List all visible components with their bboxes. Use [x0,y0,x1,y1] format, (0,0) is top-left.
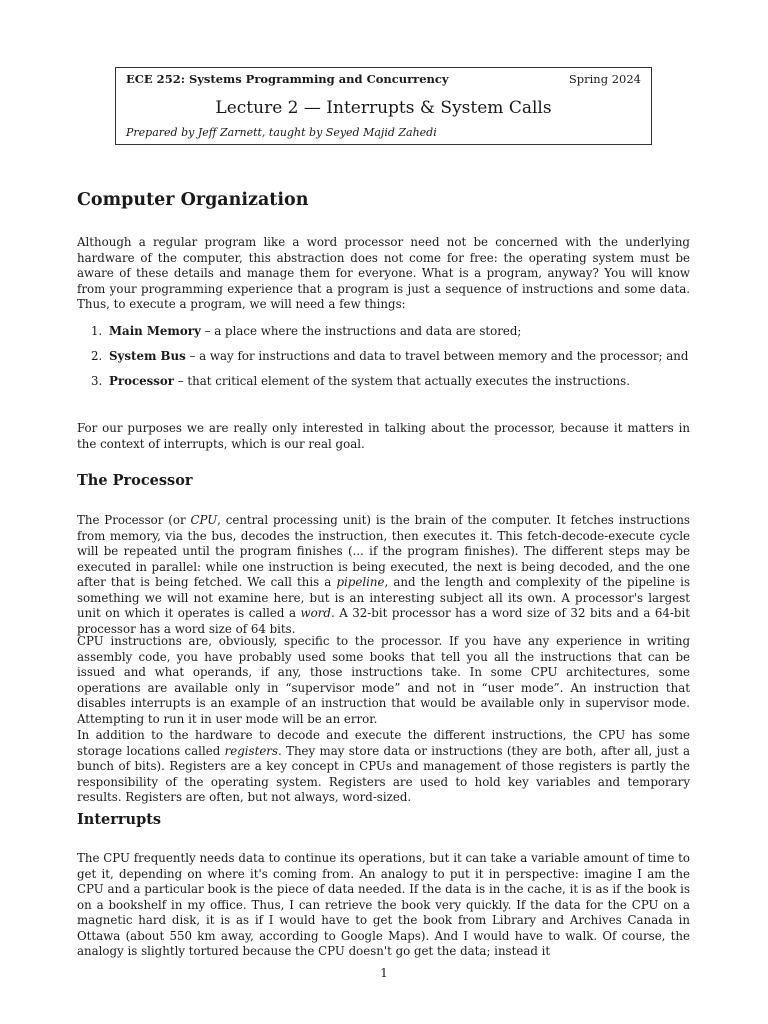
section-heading-interrupts: Interrupts [77,811,162,828]
list-item [77,324,690,349]
text-run: . They may store data or instructions (they are both, after all, just a bunch of bits). Registers are a key concept in CPUs and management of those registers is partly the responsibility of the operating system. Registers are used to hold key variables and temporary results. Registers are often, but not always, word-sized. [77,743,690,804]
term-registers: registers [224,743,278,758]
term-word: word [300,606,331,620]
term-cpu: CPU [190,513,218,527]
paragraph-registers [77,728,690,806]
term-pipeline: pipeline [336,575,385,589]
lecture-header-box [115,67,652,145]
text-run: . A 32-bit processor has a word size of 32 bits and a 64-bit processor has a word size of 64 bits. [77,606,690,636]
list-term: System Bus [109,349,186,363]
paragraph-intro: Although a regular program like a word processor need not be concerned with the underlying hardware of the computer, this abstraction does not come for free: the operating system must be aware of these details and manage them for everyone. What is a program, anyway? You will know from your programming experience that a program is just a sequence of instructions and some data. Thus, to execute a program, we will need a few things: [77,235,690,311]
list-item [77,374,690,399]
paragraph-processor-intro [77,513,690,637]
prepared-by: Prepared by Jeff Zarnett, taught by Seyed Majid Zahedi [126,126,437,139]
term-label: Spring 2024 [568,72,641,86]
requirements-list [77,324,690,399]
page-number: 1 [380,966,388,980]
paragraph-cpu-instructions: CPU instructions are, obviously, specific to the processor. If you have any experience in writing assembly code, you have probably used some books that tell you all the instructions that can be issued and what operands, if any, those instructions take. In some CPU architectures, some operations are available only in “supervisor mode” and not in “user mode”. An instruction that disables interrupts is an example of an instruction that would be available only in supervisor mode. Attempting to run it in user mode will be an error. [77,634,690,726]
list-number: 2. [91,349,103,363]
course-name: ECE 252: Systems Programming and Concurrency [126,72,449,86]
text-run: In addition to the hardware to decode and execute the different instructions, the CPU has some storage locations called [77,728,690,758]
section-heading-computer-organization: Computer Organization [77,190,309,210]
list-description: – that critical element of the system that actually executes the instructions. [174,374,630,388]
section-heading-processor: The Processor [77,472,193,489]
list-term: Main Memory [109,324,201,338]
list-description: – a way for instructions and data to travel between memory and the processor; and [185,349,689,363]
paragraph-processor-focus: For our purposes we are really only interested in talking about the processor, because it matters in the context of interrupts, which is our real goal. [77,421,690,451]
lecture-title: Lecture 2 — Interrupts & System Calls [215,98,552,118]
list-description: – a place where the instructions and data are stored; [200,324,522,338]
list-item [77,349,690,374]
text-run: , central processing unit) is the brain of the computer. It fetches instructions from memory, via the bus, decodes the instruction, then executes it. This fetch-decode-execute cycle will be repeated until the program finishes (... if the program finishes). The different steps may be executed in parallel: while one instruction is being executed, the next is being decoded, and the one after that is being fetched. We call this a [77,513,690,589]
list-term: Processor [109,374,175,388]
text-run: , and the length and complexity of the pipeline is something we will not examine here, but is an interesting subject all its own. A processor's largest unit on which it operates is called a [77,575,690,620]
paragraph-interrupts-analogy: The CPU frequently needs data to continue its operations, but it can take a variable amount of time to get it, depending on where it's coming from. An analogy to put it in perspective: imagine I am the CPU and a particular book is the piece of data needed. If the data is in the cache, it is as if the book is on a bookshelf in my office. Thus, I can retrieve the book very quickly. If the data for the CPU on a magnetic hard disk, it is as if I would have to get the book from Library and Archives Canada in Ottawa (about 550 km away, according to Google Maps). And I would have to walk. Of course, the analogy is slightly tortured because the CPU doesn't go get the data; instead it [77,851,690,958]
list-number: 1. [91,324,103,338]
list-number: 3. [91,374,103,388]
text-run: The Processor (or [77,513,191,527]
